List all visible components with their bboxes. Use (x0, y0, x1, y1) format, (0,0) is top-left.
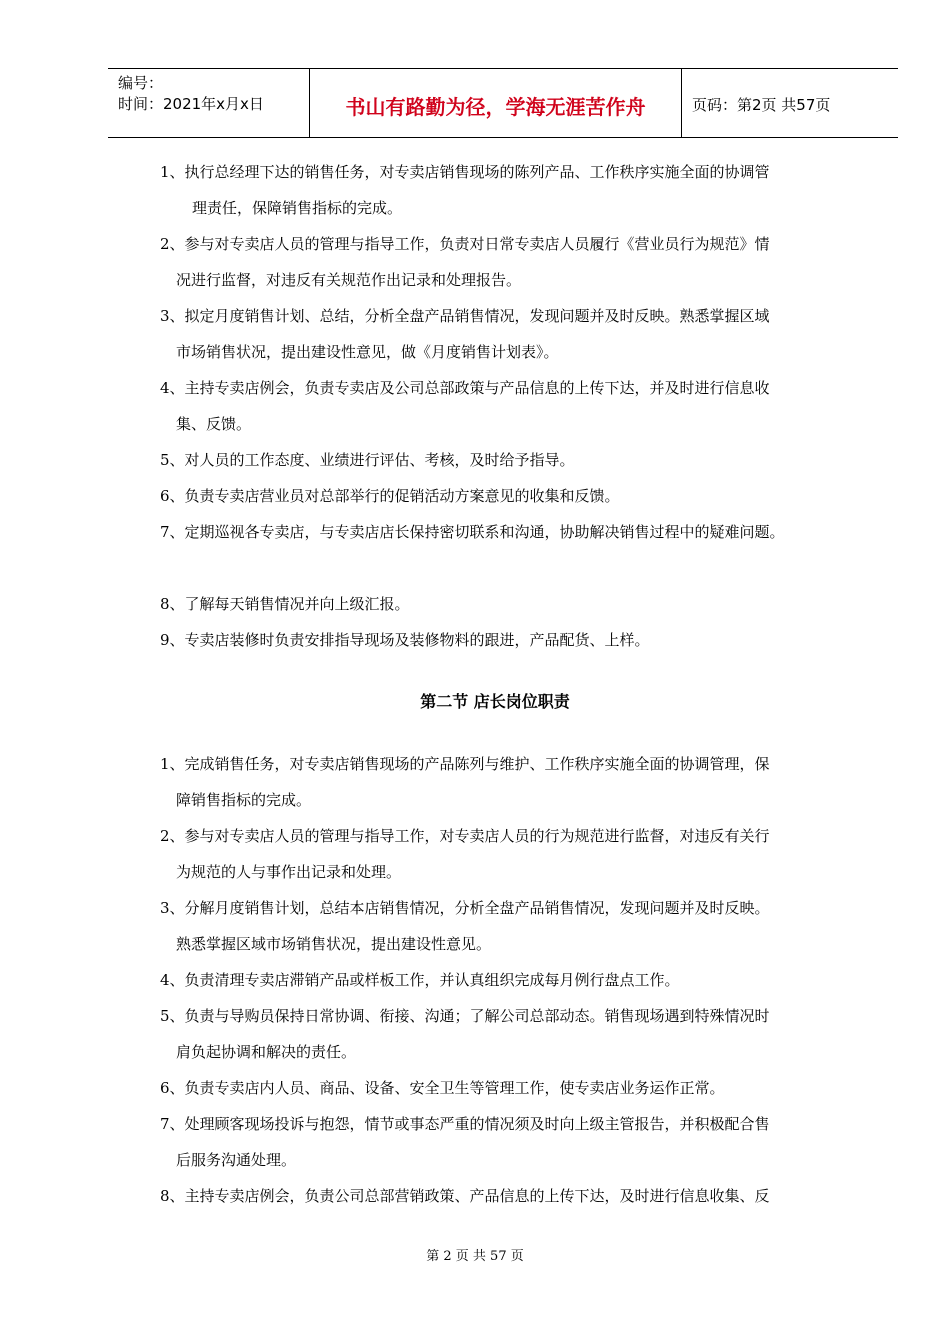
list-item (160, 998, 860, 1070)
list-item-text: 3、拟定月度销售计划、总结，分析全盘产品销售情况，发现问题并及时反映。熟悉掌握区域 (160, 307, 770, 325)
list-item (160, 746, 860, 818)
list-item (160, 1178, 860, 1214)
list-item-text: 3、分解月度销售计划，总结本店销售情况，分析全盘产品销售情况，发现问题并及时反映。 (160, 899, 770, 917)
section-2-list (160, 746, 860, 1214)
list-item-text: 后服务沟通处理。 (176, 1151, 297, 1169)
header-motto: 书山有路勤为径，学海无涯苦作舟 (310, 69, 682, 137)
list-item (160, 622, 860, 658)
list-item (160, 478, 860, 514)
list-item (160, 818, 860, 890)
list-item-text: 8、了解每天销售情况并向上级汇报。 (160, 595, 410, 613)
list-item (160, 962, 860, 998)
list-item-text: 2、参与对专卖店人员的管理与指导工作，对专卖店人员的行为规范进行监督，对违反有关行 (160, 827, 770, 845)
header-meta (108, 69, 310, 137)
list-item-text: 7、处理顾客现场投诉与抱怨，情节或事态严重的情况须及时向上级主管报告，并积极配合售 (160, 1115, 770, 1133)
list-item-text: 熟悉掌握区域市场销售状况，提出建设性意见。 (176, 935, 492, 953)
list-item-text: 5、对人员的工作态度、业绩进行评估、考核，及时给予指导。 (160, 451, 575, 469)
list-item-text: 4、负责清理专卖店滞销产品或样板工作，并认真组织完成每月例行盘点工作。 (160, 971, 680, 989)
document-number: 编号： (118, 74, 164, 92)
document-date: 时间：2021年x月x日 (118, 95, 264, 113)
list-item-text: 9、专卖店装修时负责安排指导现场及装修物料的跟进，产品配货、上样。 (160, 631, 650, 649)
list-item-text: 6、负责专卖店营业员对总部举行的促销活动方案意见的收集和反馈。 (160, 487, 620, 505)
list-item-text: 况进行监督，对违反有关规范作出记录和处理报告。 (176, 271, 522, 289)
list-item-text: 1、执行总经理下达的销售任务，对专卖店销售现场的陈列产品、工作秩序实施全面的协调管 (160, 163, 770, 181)
list-item (160, 890, 860, 962)
list-item-text: 为规范的人与事作出记录和处理。 (176, 863, 402, 881)
list-item-text: 6、负责专卖店内人员、商品、设备、安全卫生等管理工作，使专卖店业务运作正常。 (160, 1079, 725, 1097)
list-item-text: 8、主持专卖店例会，负责公司总部营销政策、产品信息的上传下达，及时进行信息收集、反 (160, 1187, 770, 1205)
list-item-text: 4、主持专卖店例会，负责专卖店及公司总部政策与产品信息的上传下达，并及时进行信息收 (160, 379, 770, 397)
page-header (108, 68, 898, 138)
list-item-text: 肩负起协调和解决的责任。 (176, 1043, 357, 1061)
list-item (160, 1106, 860, 1178)
list-item-text: 障销售指标的完成。 (176, 791, 312, 809)
document-body (160, 154, 860, 1214)
list-item (160, 586, 860, 622)
list-item-text: 5、负责与导购员保持日常协调、衔接、沟通；了解公司总部动态。销售现场遇到特殊情况时 (160, 1007, 770, 1025)
list-item (160, 1070, 860, 1106)
list-item-text: 7、定期巡视各专卖店，与专卖店店长保持密切联系和沟通，协助解决销售过程中的疑难问题。 (160, 523, 785, 541)
list-item-text: 2、参与对专卖店人员的管理与指导工作，负责对日常专卖店人员履行《营业员行为规范》情 (160, 235, 770, 253)
list-item (160, 154, 860, 226)
page-footer: 第 2 页 共 57 页 (426, 1249, 524, 1264)
section-1-list (160, 154, 860, 658)
header-page-info: 页码：第2页 共57页 (692, 95, 831, 114)
list-item (160, 226, 860, 298)
list-item-text: 市场销售状况，提出建设性意见，做《月度销售计划表》。 (176, 343, 559, 361)
list-item-text: 1、完成销售任务，对专卖店销售现场的产品陈列与维护、工作秩序实施全面的协调管理，保 (160, 755, 770, 773)
list-item (160, 298, 860, 370)
list-item (160, 442, 860, 478)
list-item-text: 理责任，保障销售指标的完成。 (192, 199, 403, 217)
list-item (160, 514, 860, 550)
list-item (160, 370, 860, 442)
list-item-text: 集、反馈。 (176, 415, 252, 433)
section-title: 第二节 店长岗位职责 (420, 692, 570, 711)
spacer (160, 550, 860, 586)
